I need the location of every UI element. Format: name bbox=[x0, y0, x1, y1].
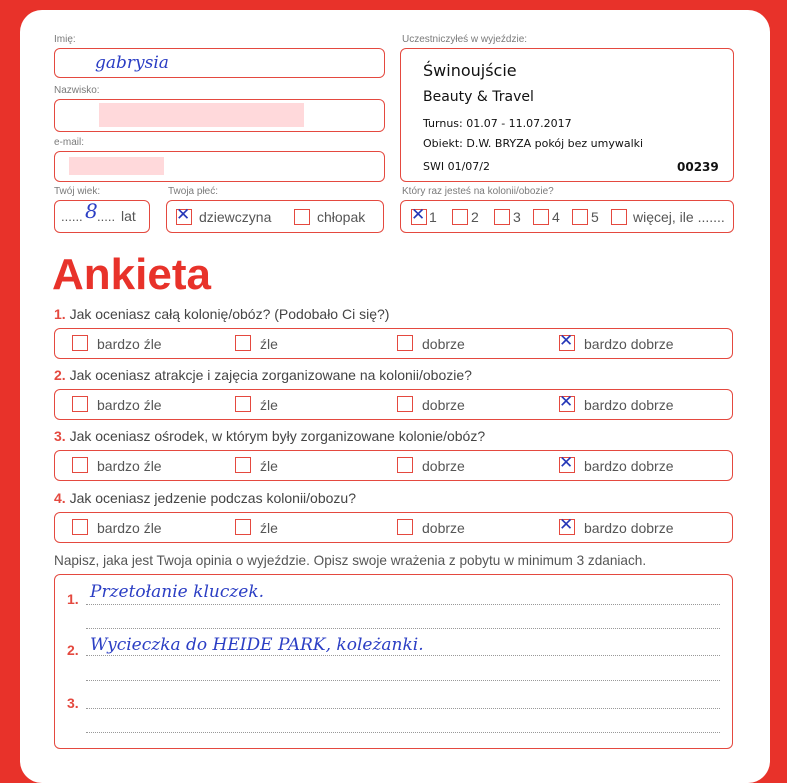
times-checkbox-more[interactable] bbox=[611, 209, 627, 225]
age-unit: lat bbox=[121, 208, 136, 224]
q3-checkbox-very-good[interactable] bbox=[559, 457, 575, 473]
opinion-line-2-text: Wycieczka do HEIDE PARK, koleżanki. bbox=[90, 635, 424, 655]
name-value: gabrysia bbox=[95, 53, 169, 73]
question-4-answers bbox=[54, 512, 733, 543]
question-2 bbox=[54, 367, 472, 383]
q4-checkbox-bad[interactable] bbox=[235, 519, 251, 535]
sex-option-boy: chłopak bbox=[317, 209, 366, 225]
q1-option-good: dobrze bbox=[422, 336, 465, 352]
age-dots-before: ...... bbox=[61, 209, 83, 224]
q2-checkbox-very-bad[interactable] bbox=[72, 396, 88, 412]
times-checkbox-1[interactable] bbox=[411, 209, 427, 225]
opinion-prompt: Napisz, jaka jest Twoja opinia o wyjeździe. Opisz swoje wrażenia z pobytu w minimum 3 zdaniach. bbox=[54, 553, 647, 568]
times-option-4: 4 bbox=[552, 209, 560, 225]
q3-checkbox-good[interactable] bbox=[397, 457, 413, 473]
trip-info-box bbox=[400, 48, 734, 182]
q3-option-good: dobrze bbox=[422, 458, 465, 474]
question-3-number: 3. bbox=[54, 428, 66, 444]
age-field[interactable] bbox=[54, 200, 150, 233]
trip-turnus: Turnus: 01.07 - 11.07.2017 bbox=[423, 117, 572, 130]
email-redacted bbox=[69, 157, 164, 175]
times-option-more: więcej, ile ....... bbox=[633, 209, 725, 225]
q2-option-very-bad: bardzo źle bbox=[97, 397, 162, 413]
question-1 bbox=[54, 306, 389, 322]
age-dots-after: ..... bbox=[97, 209, 116, 224]
q1-option-very-bad: bardzo źle bbox=[97, 336, 162, 352]
q2-checkbox-bad[interactable] bbox=[235, 396, 251, 412]
question-1-answers bbox=[54, 328, 733, 359]
surname-label: Nazwisko: bbox=[54, 85, 100, 96]
times-field bbox=[400, 200, 734, 233]
times-option-2: 2 bbox=[471, 209, 479, 225]
q4-checkbox-good[interactable] bbox=[397, 519, 413, 535]
email-field[interactable] bbox=[54, 151, 385, 182]
question-1-number: 1. bbox=[54, 306, 66, 322]
question-3 bbox=[54, 428, 485, 444]
q1-checkbox-bad[interactable] bbox=[235, 335, 251, 351]
question-2-number: 2. bbox=[54, 367, 66, 383]
sex-checkbox-girl[interactable] bbox=[176, 209, 192, 225]
q1-checkbox-very-bad[interactable] bbox=[72, 335, 88, 351]
participated-label: Uczestniczyłeś w wyjeździe: bbox=[402, 34, 528, 45]
times-checkbox-5[interactable] bbox=[572, 209, 588, 225]
q2-checkbox-very-good[interactable] bbox=[559, 396, 575, 412]
surname-field[interactable] bbox=[54, 99, 385, 132]
q2-option-bad: źle bbox=[260, 397, 278, 413]
trip-number: 00239 bbox=[677, 160, 719, 174]
opinion-line-3-number: 3. bbox=[67, 695, 79, 711]
times-option-1: 1 bbox=[429, 209, 437, 225]
question-3-text: Jak oceniasz ośrodek, w którym były zorganizowane kolonie/obóz? bbox=[69, 428, 486, 444]
trip-obiekt: Obiekt: D.W. BRYZA pokój bez umywalki bbox=[423, 137, 644, 150]
question-1-text: Jak oceniasz całą kolonię/obóz? (Podobało Ci się?) bbox=[69, 306, 390, 322]
q3-checkbox-bad[interactable] bbox=[235, 457, 251, 473]
name-field[interactable] bbox=[54, 48, 385, 78]
question-2-answers bbox=[54, 389, 733, 420]
q1-checkbox-good[interactable] bbox=[397, 335, 413, 351]
opinion-line-3-rule-2 bbox=[86, 732, 720, 733]
question-4 bbox=[54, 490, 356, 506]
q2-option-good: dobrze bbox=[422, 397, 465, 413]
opinion-line-2-rule-2 bbox=[86, 680, 720, 681]
q4-option-very-bad: bardzo źle bbox=[97, 520, 162, 536]
q4-option-very-good: bardzo dobrze bbox=[584, 520, 674, 536]
trip-code: SWI 01/07/2 bbox=[423, 160, 491, 173]
q2-option-very-good: bardzo dobrze bbox=[584, 397, 674, 413]
times-checkbox-2[interactable] bbox=[452, 209, 468, 225]
name-label: Imię: bbox=[54, 34, 76, 45]
question-4-text: Jak oceniasz jedzenie podczas kolonii/obozu? bbox=[69, 490, 356, 506]
question-3-answers bbox=[54, 450, 733, 481]
age-label: Twój wiek: bbox=[54, 186, 101, 197]
q3-option-very-good: bardzo dobrze bbox=[584, 458, 674, 474]
sex-field bbox=[166, 200, 384, 233]
q4-option-bad: źle bbox=[260, 520, 278, 536]
times-checkbox-3[interactable] bbox=[494, 209, 510, 225]
q3-option-very-bad: bardzo źle bbox=[97, 458, 162, 474]
times-checkbox-4[interactable] bbox=[533, 209, 549, 225]
q1-option-bad: źle bbox=[260, 336, 278, 352]
trip-brand: Beauty & Travel bbox=[423, 89, 534, 105]
question-2-text: Jak oceniasz atrakcje i zajęcia zorganizowane na kolonii/obozie? bbox=[69, 367, 472, 383]
opinion-line-2-number: 2. bbox=[67, 642, 79, 658]
q4-checkbox-very-good[interactable] bbox=[559, 519, 575, 535]
times-label: Który raz jesteś na kolonii/obozie? bbox=[402, 186, 554, 197]
age-value: 8 bbox=[85, 199, 98, 223]
q3-checkbox-very-bad[interactable] bbox=[72, 457, 88, 473]
surname-redacted bbox=[99, 103, 304, 127]
email-label: e-mail: bbox=[54, 137, 85, 148]
times-option-3: 3 bbox=[513, 209, 521, 225]
sex-label: Twoja płeć: bbox=[168, 186, 219, 197]
q4-option-good: dobrze bbox=[422, 520, 465, 536]
q1-option-very-good: bardzo dobrze bbox=[584, 336, 674, 352]
trip-destination: Świnoujście bbox=[423, 61, 517, 80]
opinion-line-1-number: 1. bbox=[67, 591, 79, 607]
times-option-5: 5 bbox=[591, 209, 599, 225]
question-4-number: 4. bbox=[54, 490, 66, 506]
opinion-line-2-rule bbox=[86, 655, 720, 656]
opinion-line-1-text: Przetołanie kluczek. bbox=[90, 582, 265, 602]
q1-checkbox-very-good[interactable] bbox=[559, 335, 575, 351]
opinion-line-3-rule bbox=[86, 708, 720, 709]
q3-option-bad: źle bbox=[260, 458, 278, 474]
sex-checkbox-boy[interactable] bbox=[294, 209, 310, 225]
sex-option-girl: dziewczyna bbox=[199, 209, 272, 225]
q4-checkbox-very-bad[interactable] bbox=[72, 519, 88, 535]
survey-title: Ankieta bbox=[52, 250, 211, 299]
opinion-line-1-rule-2 bbox=[86, 628, 720, 629]
q2-checkbox-good[interactable] bbox=[397, 396, 413, 412]
opinion-line-1-rule bbox=[86, 604, 720, 605]
